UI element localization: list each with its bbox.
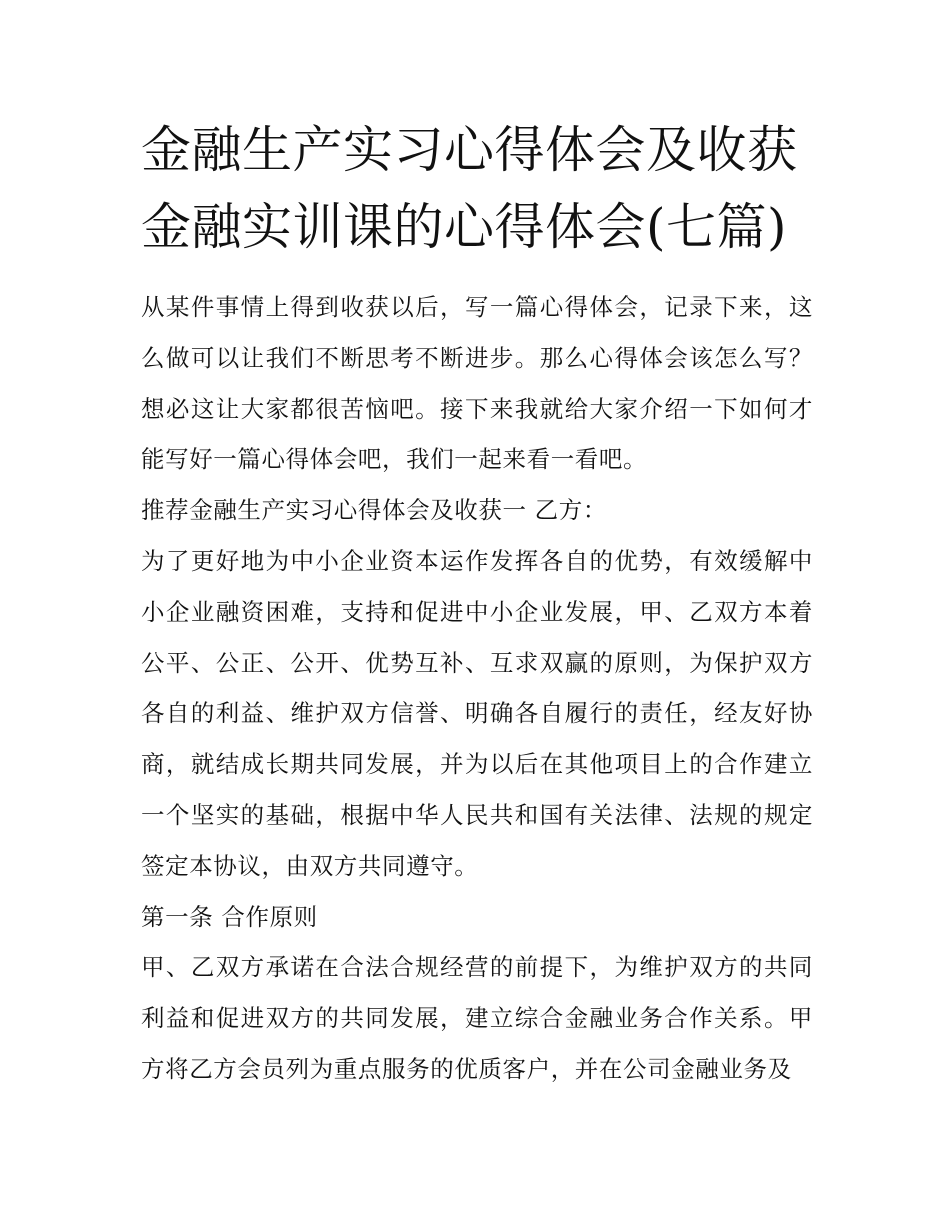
recommendation-heading: 推荐金融生产实习心得体会及收获一 乙方： (141, 496, 607, 525)
agreement-preamble-paragraph: 为了更好地为中小企业资本运作发挥各自的优势，有效缓解中小企业融资困难，支持和促进中小企业发展，甲、乙双方本着公平、公正、公开、优势互补、互求双赢的原则，为保护双方各自的利益、维护双方信誉、明确各自履行的责任，经友好协商，就结成长期共同发展，并为以后在其他项目上的合作建立一个坚实的基础，根据中华人民共和国有关法律、法规的规定签定本协议，由双方共同遵守。 (141, 546, 813, 880)
intro-paragraph: 从某件事情上得到收获以后，写一篇心得体会，记录下来，这么做可以让我们不断思考不断进步。那么心得体会该怎么写？想必这让大家都很苦恼吧。接下来我就给大家介绍一下如何才能写好一篇心得体会吧，我们一起来看一看吧。 (141, 293, 813, 474)
document-content (141, 112, 813, 1095)
article-one-paragraph: 甲、乙双方承诺在合法合规经营的前提下，为维护双方的共同利益和促进双方的共同发展，建立综合金融业务合作关系。甲方将乙方会员列为重点服务的优质客户，并在公司金融业务及 (141, 953, 813, 1083)
article-one-heading: 第一条 合作原则 (141, 902, 318, 931)
document-title-line-2: 金融实训课的心得体会(七篇) (141, 198, 788, 256)
document-title-line-1: 金融生产实习心得体会及收获 (141, 121, 798, 179)
